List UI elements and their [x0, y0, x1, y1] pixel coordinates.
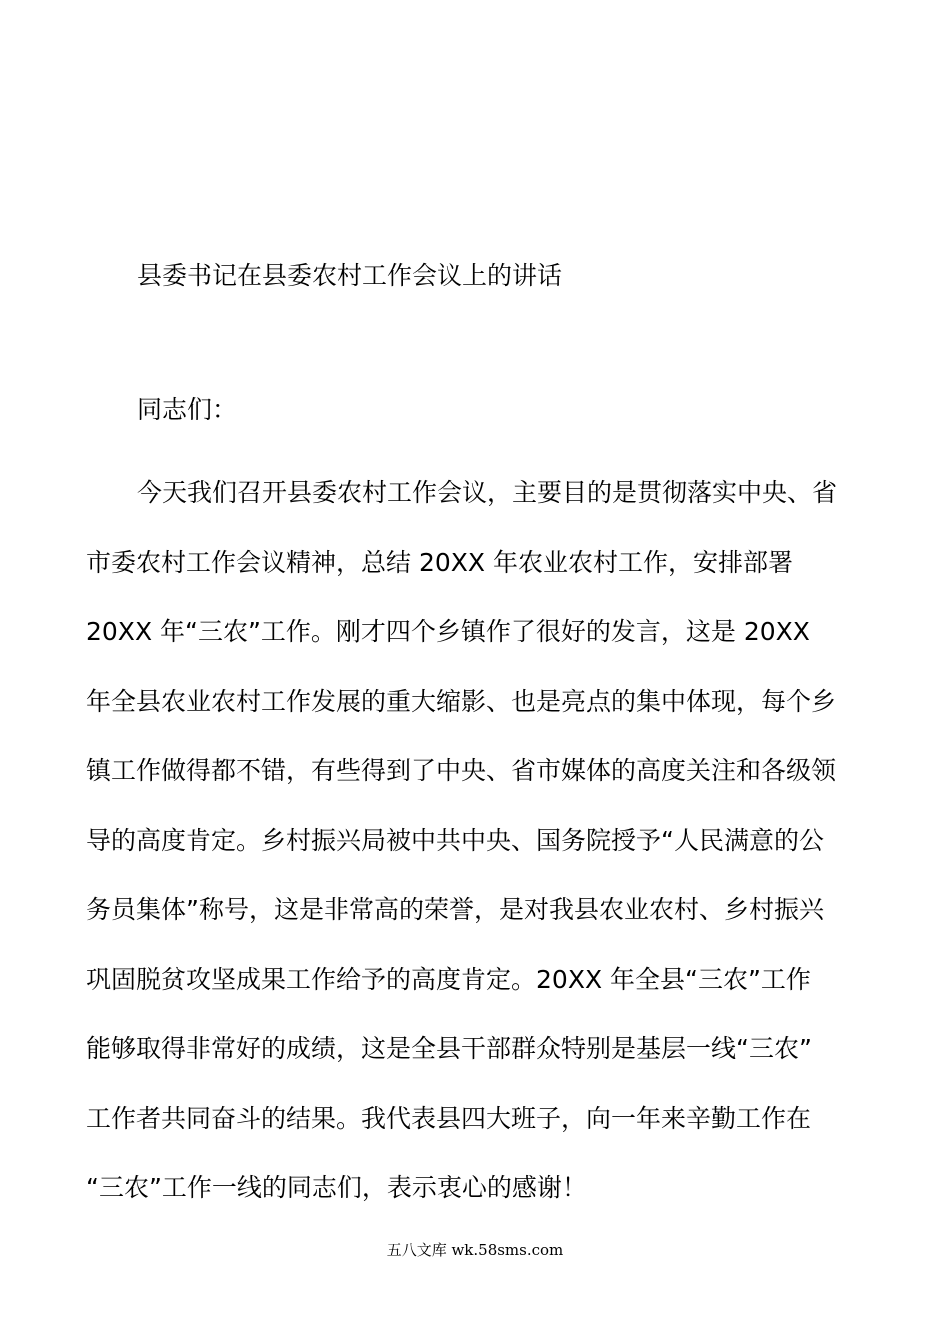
footer-watermark: 五八文库 wk.58sms.com — [386, 1241, 564, 1259]
paragraph-line: 能够取得非常好的成绩，这是全县干部群众特别是基层一线“三农” — [86, 1034, 812, 1063]
paragraph-line: 巩固脱贫攻坚成果工作给予的高度肯定。20XX 年全县“三农”工作 — [86, 964, 811, 994]
paragraph-line: 镇工作做得都不错，有些得到了中央、省市媒体的高度关注和各级领 — [86, 756, 837, 785]
paragraph-line: 工作者共同奋斗的结果。我代表县四大班子，向一年来辛勤工作在 — [86, 1103, 812, 1133]
greeting: 同志们： — [137, 395, 238, 424]
paragraph-line: 务员集体”称号，这是非常高的荣誉，是对我县农业农村、乡村振兴 — [86, 895, 824, 924]
body-paragraph — [86, 458, 864, 1223]
paragraph-line: 今天我们召开县委农村工作会议，主要目的是贯彻落实中央、省 — [137, 478, 838, 507]
document-title: 县委书记在县委农村工作会议上的讲话 — [137, 261, 563, 290]
paragraph-line: 20XX 年“三农”工作。刚才四个乡镇作了很好的发言，这是 20XX — [86, 617, 810, 646]
paragraph-line: 年全县农业农村工作发展的重大缩影、也是亮点的集中体现，每个乡 — [86, 686, 837, 716]
paragraph-line: 市委农村工作会议精神，总结 20XX 年农业农村工作，安排部署 — [86, 547, 793, 577]
paragraph-line: “三农”工作一线的同志们，表示衷心的感谢！ — [86, 1173, 587, 1202]
paragraph-line: 导的高度肯定。乡村振兴局被中共中央、国务院授予“人民满意的公 — [86, 825, 824, 855]
